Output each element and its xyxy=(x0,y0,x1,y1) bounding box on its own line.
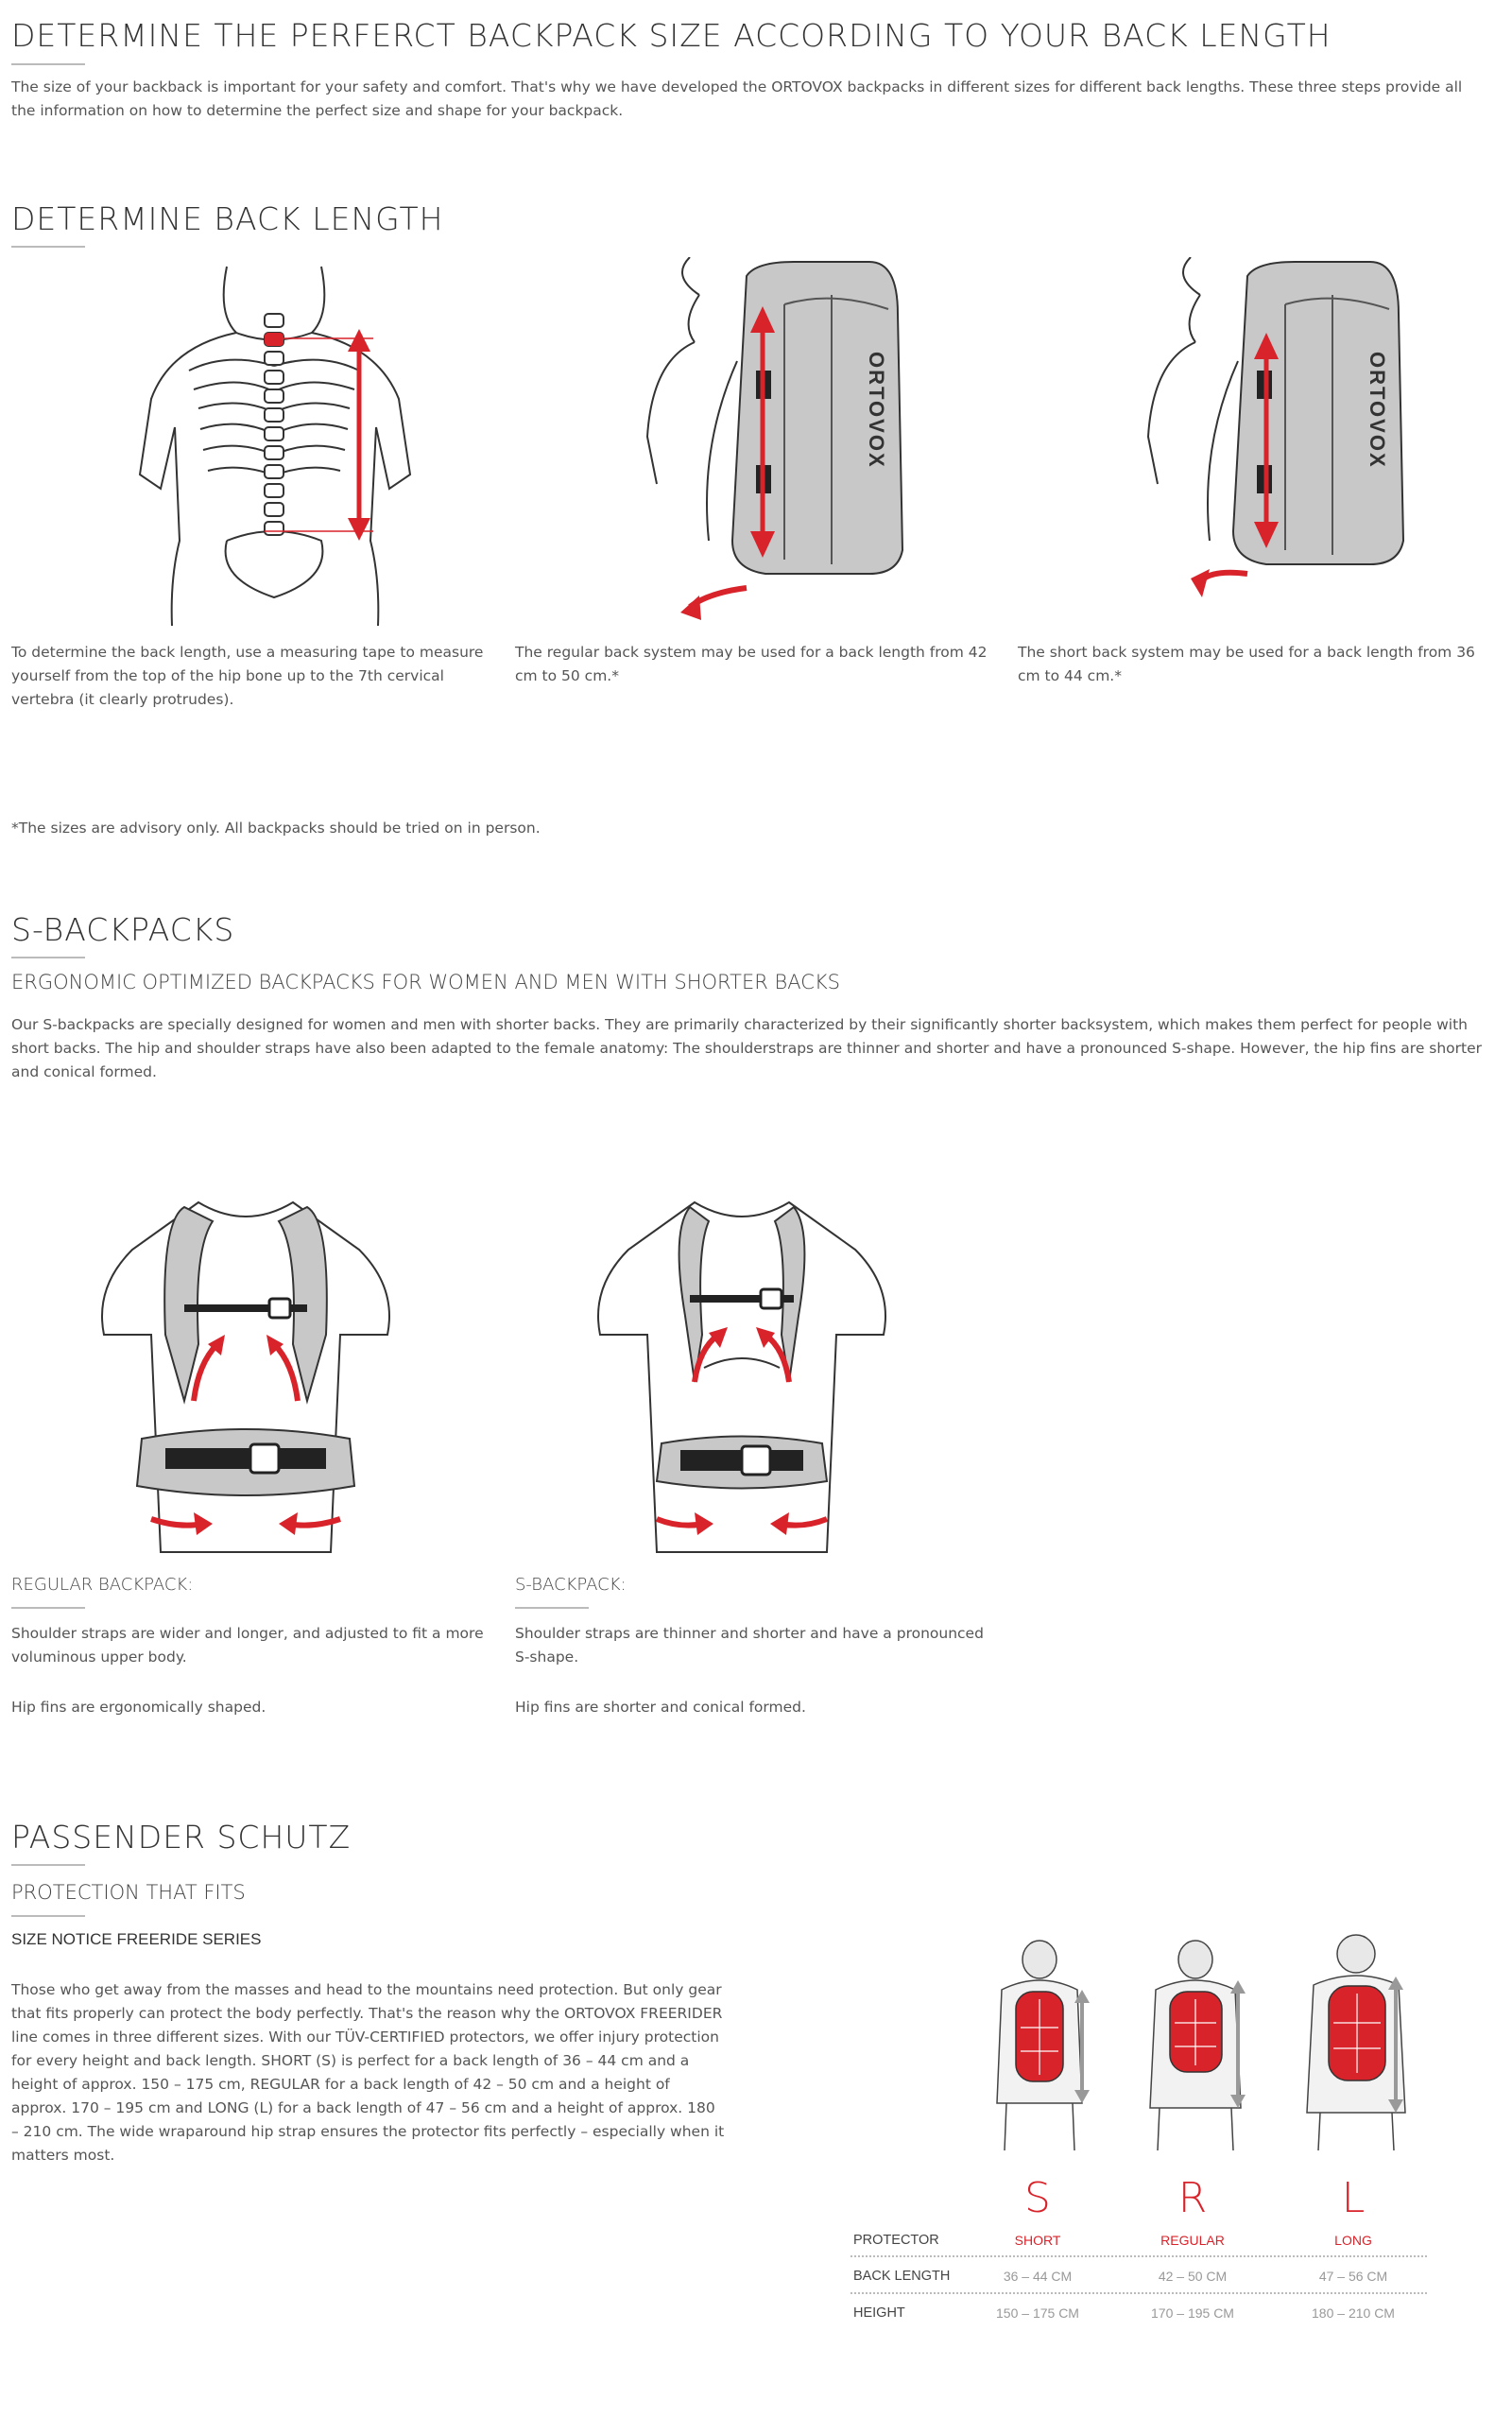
protection-text: Those who get away from the masses and head to the mountains need protection. But only gear that fits properly can protect the body perfectly. That's the reason why the ORTOVOX FREERIDER line comes in three different sizes. With our TÜV-CERTIFIED protectors, we offer injury protection for every height and back length. SHORT (S) is perfect for a back length of 36 – 44 cm and a height of approx. 150 – 175 cm, REGULAR for a back length of 42 – 50 cm and a height of approx. 170 – 195 cm and LONG (L) for a back length of 47 – 56 cm and a height of approx. 180 – 210 cm. The wide wraparound hip strap ensures the protector fits perfectly – especially when it matters most. xyxy=(11,1981,725,2164)
row-label-height: HEIGHT xyxy=(853,2305,905,2321)
size-name-short: SHORT xyxy=(1014,2233,1061,2248)
size-name-long: LONG xyxy=(1334,2233,1372,2248)
height-r: 170 – 195 CM xyxy=(1151,2305,1234,2321)
size-name-regular: REGULAR xyxy=(1160,2233,1225,2248)
back-length-r: 42 – 50 CM xyxy=(1158,2269,1228,2284)
size-letter-r: R xyxy=(1177,2174,1208,2222)
regular-backpack-text2: Hip fins are ergonomically shaped. xyxy=(11,1699,266,1716)
s-backpack-text1: Shoulder straps are thinner and shorter and have a pronounced S-shape. xyxy=(515,1625,984,1666)
intro-text: The size of your backback is important for your safety and comfort. That's why we have developed the ORTOVOX backpacks in different sizes for different back lengths. These three steps provide all the information on how to determine the perfect size and shape for your backpack. xyxy=(11,78,1463,119)
section-rule xyxy=(11,957,85,958)
size-letter-s: S xyxy=(1024,2174,1051,2222)
back-length-l: 47 – 56 CM xyxy=(1318,2269,1388,2284)
section-rule xyxy=(11,1607,85,1609)
row-label-protector: PROTECTOR xyxy=(853,2233,939,2248)
section-title-back-length: DETERMINE BACK LENGTH xyxy=(11,200,444,237)
short-backpack-illustration xyxy=(1143,257,1427,628)
protector-sizes-illustration xyxy=(978,1933,1436,2150)
pack-brand: ORTOVOX xyxy=(1366,352,1389,469)
table-divider xyxy=(850,2255,1427,2257)
height-s: 150 – 175 CM xyxy=(996,2305,1079,2321)
table-divider xyxy=(850,2292,1427,2294)
section-title-s-backpacks: S-BACKPACKS xyxy=(11,911,235,948)
caption-back-length: To determine the back length, use a measuring tape to measure yourself from the top of the hip bone up to the 7th cervical vertebra (it clearly protrudes). xyxy=(11,644,484,708)
section-rule xyxy=(11,246,85,248)
protection-subtitle: PROTECTION THAT FITS xyxy=(11,1881,246,1904)
s-straps-illustration xyxy=(591,1193,902,1562)
spine-measurement-illustration xyxy=(132,257,444,626)
section-rule xyxy=(515,1607,589,1609)
caption-regular-back: The regular back system may be used for a back length from 42 cm to 50 cm.* xyxy=(515,644,988,684)
row-label-back-length: BACK LENGTH xyxy=(853,2269,951,2284)
section-rule xyxy=(11,1915,85,1917)
regular-backpack-title: REGULAR BACKPACK: xyxy=(11,1575,194,1595)
s-backpacks-subtitle: ERGONOMIC OPTIMIZED BACKPACKS FOR WOMEN AND MEN WITH SHORTER BACKS xyxy=(11,971,840,993)
caption-short-back: The short back system may be used for a back length from 36 cm to 44 cm.* xyxy=(1018,644,1475,684)
title-rule xyxy=(11,63,85,65)
height-l: 180 – 210 CM xyxy=(1312,2305,1395,2321)
size-notice: SIZE NOTICE FREERIDE SERIES xyxy=(11,1930,262,1948)
advisory-note: *The sizes are advisory only. All backpacks should be tried on in person. xyxy=(11,820,541,837)
s-backpack-title: S-BACKPACK: xyxy=(515,1575,627,1595)
regular-straps-illustration xyxy=(94,1193,406,1562)
regular-backpack-text1: Shoulder straps are wider and longer, and adjusted to fit a more voluminous upper body. xyxy=(11,1625,484,1666)
pack-brand: ORTOVOX xyxy=(865,352,888,469)
back-length-s: 36 – 44 CM xyxy=(1003,2269,1073,2284)
size-letter-l: L xyxy=(1341,2174,1366,2222)
s-backpacks-text: Our S-backpacks are specially designed for women and men with shorter backs. They are primarily characterized by their significantly shorter backsystem, which makes them perfect for people with short backs. The hip and shoulder straps have also been adapted to the female anatomy: The shoulderstraps are thinner and shorter and have a pronounced S-shape. However, the hip fins are shorter and conical formed. xyxy=(11,1016,1483,1080)
page-title: DETERMINE THE PERFERCT BACKPACK SIZE ACCORDING TO YOUR BACK LENGTH xyxy=(11,17,1332,54)
s-backpack-text2: Hip fins are shorter and conical formed. xyxy=(515,1699,806,1716)
section-rule xyxy=(11,1864,85,1866)
section-title-protection: PASSENDER SCHUTZ xyxy=(11,1819,352,1856)
regular-backpack-illustration xyxy=(643,257,926,628)
